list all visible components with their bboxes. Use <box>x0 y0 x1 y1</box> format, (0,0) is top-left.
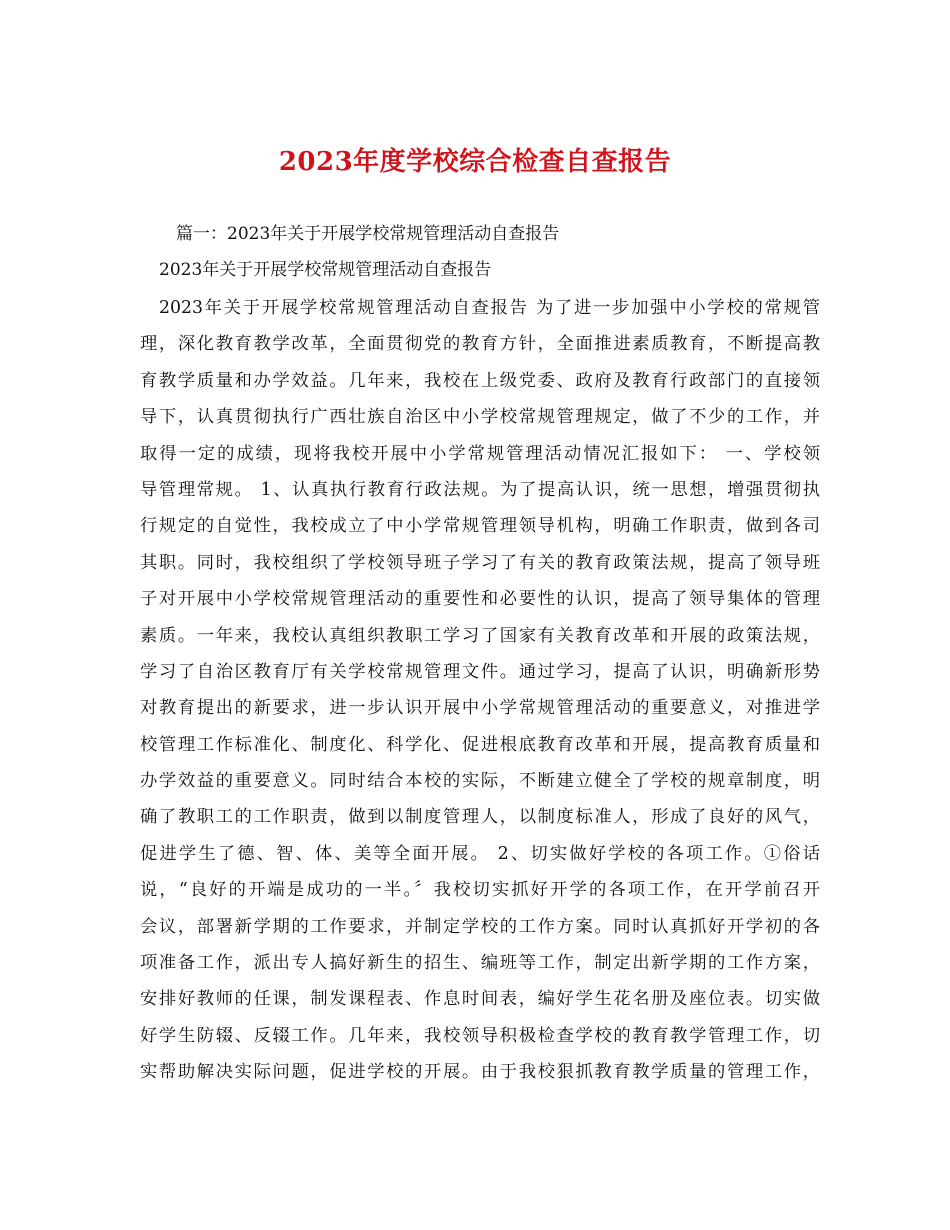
body-line: 取得一定的成绩，现将我校开展中小学常规管理活动情况汇报如下： 一、学校领 <box>140 443 820 464</box>
body-line: 校管理工作标准化、制度化、科学化、促进根底教育改革和开展，提高教育质量和 <box>140 734 820 755</box>
body-line: 项准备工作，派出专人搞好新生的招生、编班等工作，制定出新学期的工作方案， <box>140 953 820 974</box>
body-line: 安排好教师的任课，制发课程表、作息时间表，编好学生花名册及座位表。切实做 <box>140 989 820 1010</box>
body-line: 理，深化教育教学改革，全面贯彻党的教育方针，全面推进素质教育，不断提高教 <box>140 334 820 355</box>
body-line: 行规定的自觉性，我校成立了中小学常规管理领导机构，明确工作职责，做到各司 <box>140 516 820 537</box>
body-line: 2023年关于开展学校常规管理活动自查报告 为了进一步加强中小学校的常规管 <box>159 298 820 318</box>
body-line: 导下，认真贯彻执行广西壮族自治区中小学校常规管理规定，做了不少的工作，并 <box>140 407 820 428</box>
body-line: 子对开展中小学校常规管理活动的重要性和必要性的认识，提高了领导集体的管理 <box>140 589 820 610</box>
body-line: 办学效益的重要意义。同时结合本校的实际，不断建立健全了学校的规章制度，明 <box>140 771 820 792</box>
body-line: 会议，部署新学期的工作要求，并制定学校的工作方案。同时认真抓好开学初的各 <box>140 916 820 937</box>
body-line: 学习了自治区教育厅有关学校常规管理文件。通过学习，提高了认识，明确新形势 <box>140 661 820 682</box>
body-line: 导管理常规。 1、认真执行教育行政法规。为了提高认识，统一思想，增强贯彻执 <box>140 479 820 500</box>
body-line: 实帮助解决实际问题，促进学校的开展。由于我校狠抓教育教学质量的管理工作， <box>140 1062 820 1083</box>
report-heading: 2023年关于开展学校常规管理活动自查报告 <box>159 260 492 280</box>
body-line: 好学生防辍、反辍工作。几年来，我校领导积极检查学校的教育教学管理工作，切 <box>140 1025 820 1046</box>
section-heading: 篇一：2023年关于开展学校常规管理活动自查报告 <box>176 224 560 244</box>
body-line: 素质。一年来，我校认真组织教职工学习了国家有关教育改革和开展的政策法规， <box>140 625 820 646</box>
body-line: 确了教职工的工作职责，做到以制度管理人，以制度标准人，形成了良好的风气， <box>140 807 820 828</box>
body-line: 育教学质量和办学效益。几年来，我校在上级党委、政府及教育行政部门的直接领 <box>140 370 820 391</box>
body-line: 促进学生了德、智、体、美等全面开展。 2、切实做好学校的各项工作。①俗话 <box>140 843 820 864</box>
body-line: 其职。同时，我校组织了学校领导班子学习了有关的教育政策法规，提高了领导班 <box>140 552 820 573</box>
body-line: 说，“良好的开端是成功的一半。〞我校切实抓好开学的各项工作，在开学前召开 <box>140 880 820 901</box>
body-line: 对教育提出的新要求，进一步认识开展中小学常规管理活动的重要意义，对推进学 <box>140 698 820 719</box>
body-text <box>140 290 820 1091</box>
document-title: 2023年度学校综合检查自查报告 <box>278 147 672 177</box>
